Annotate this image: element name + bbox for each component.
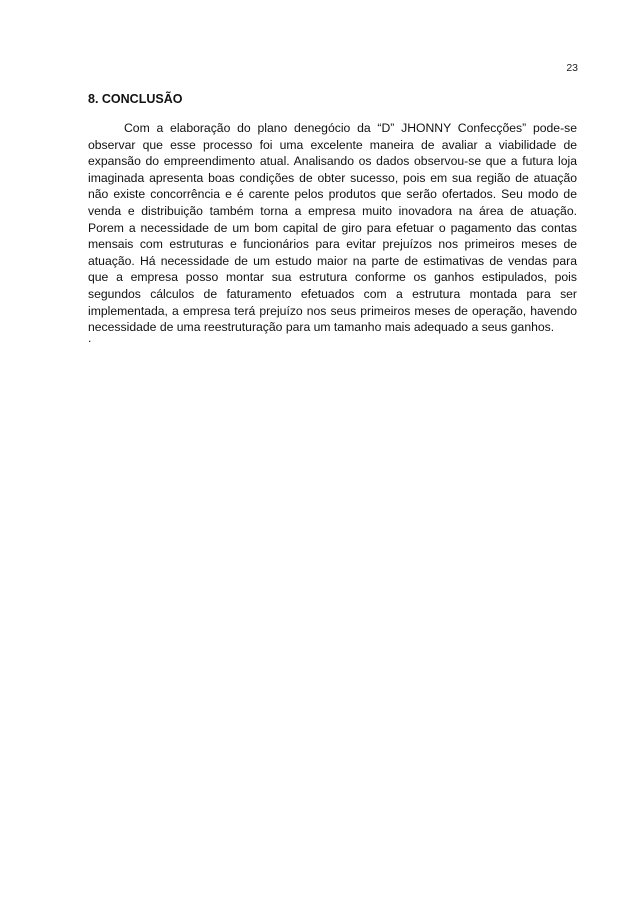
page-number: 23 [566, 62, 578, 74]
conclusion-paragraph [88, 120, 577, 336]
conclusion-paragraph-text: Com a elaboração do plano denegócio da “D” JHONNY Confecções” pode-se observar que esse processo foi uma excelente maneira de avaliar a viabilidade de expansão do empreendimento atual. Analisando os dados observou-se que a futura loja imaginada apresenta boas condições de obter sucesso, pois em sua região de atuação não existe concorrência e é carente pelos produtos que serão ofertados. Seu modo de venda e distribuição também torna a empresa muito inovadora na área de atuação. Porem a necessidade de um bom capital de giro para efetuar o pagamento das contas mensais com estruturas e funcionários para evitar prejuízos nos primeiros meses de atuação. Há necessidade de um estudo maior na parte de estimativas de vendas para que a empresa posso montar sua estrutura conforme os ganhos estipulados, pois segundos cálculos de faturamento efetuados com a estrutura montada para ser implementada, a empresa terá prejuízo nos seus primeiros meses de operação, havendo necessidade de uma reestruturação para um tamanho mais adequado a seus ganhos. [88, 121, 577, 335]
trailing-period: . [88, 331, 92, 345]
section-heading: 8. CONCLUSÃO [88, 92, 183, 106]
